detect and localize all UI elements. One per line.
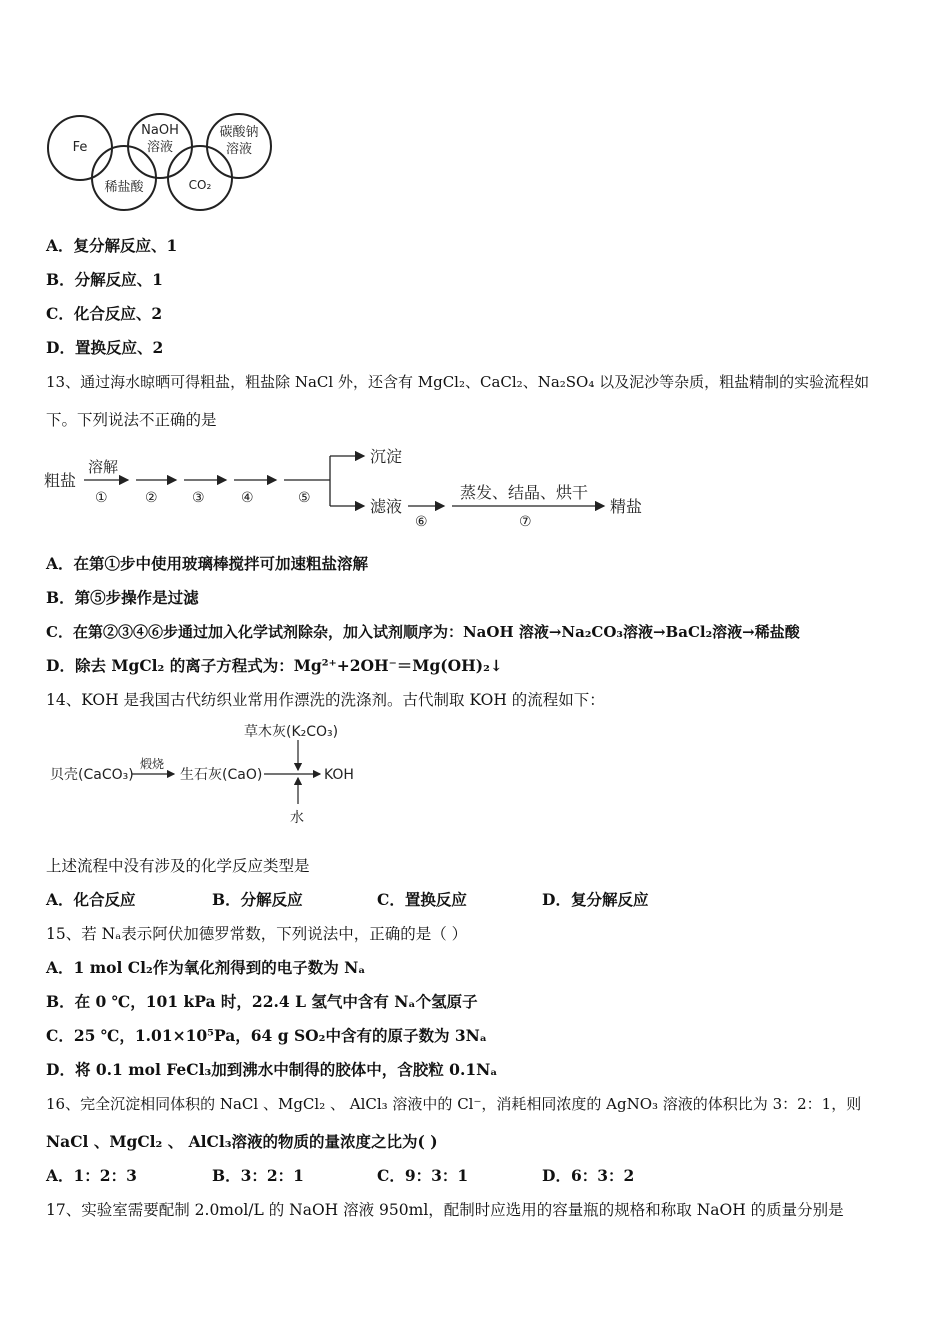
q16-option-c: C．9：3：1: [377, 1166, 469, 1185]
q12-option-b: B．分解反应、1: [46, 270, 163, 289]
q16-stem-line2: NaCl 、MgCl₂ 、 AlCl₃溶液的物质的量浓度之比为( ): [46, 1132, 438, 1151]
koh-flow-shell: 贝壳(CaCO₃): [50, 767, 134, 783]
q14-option-b: B．分解反应: [212, 890, 303, 909]
flow-step-1: ①: [95, 490, 108, 506]
q13-stem-line2: 下。下列说法不正确的是: [46, 411, 217, 429]
flow-step-3: ③: [192, 490, 205, 506]
salt-flow-diagram: [44, 440, 654, 536]
q12-option-a: A．复分解反应、1: [46, 236, 178, 255]
q14-option-a: A．化合反应: [46, 890, 136, 909]
flow-step-7: ⑦: [519, 514, 532, 530]
koh-flow-calcine: 煅烧: [140, 757, 165, 771]
flow-step-5: ⑤: [298, 490, 311, 506]
q14-question: 上述流程中没有涉及的化学反应类型是: [46, 857, 310, 875]
q15-option-c: C．25 ℃，1.01×10⁵Pa，64 g SO₂中含有的原子数为 3Nₐ: [46, 1026, 488, 1045]
koh-flow-plant-ash: 草木灰(K₂CO₃): [244, 724, 339, 740]
q16-stem-line1: 16、完全沉淀相同体积的 NaCl 、MgCl₂ 、 AlCl₃ 溶液中的 Cl⁻，消耗相同浓度的 AgNO₃ 溶液的体积比为 3：2：1，则: [46, 1095, 862, 1113]
q13-option-c: C．在第②③④⑥步通过加入化学试剂除杂，加入试剂顺序为：NaOH 溶液→Na₂CO₃溶液→BaCl₂溶液→稀盐酸: [46, 623, 800, 641]
circles-diagram: [44, 108, 280, 216]
q15-option-d: D．将 0.1 mol FeCl₃加到沸水中制得的胶体中，含胶粒 0.1Nₐ: [46, 1060, 498, 1079]
q13-option-d: D．除去 MgCl₂ 的离子方程式为：Mg²⁺+2OH⁻＝Mg(OH)₂↓: [46, 656, 503, 675]
q15-option-a: A．1 mol Cl₂作为氧化剂得到的电子数为 Nₐ: [46, 958, 366, 977]
q12-option-d: D．置换反应、2: [46, 338, 164, 357]
flow-precipitate: 沉淀: [370, 447, 403, 466]
q13-stem-line1: 13、通过海水晾晒可得粗盐，粗盐除 NaCl 外，还含有 MgCl₂、CaCl₂、Na₂SO₄ 以及泥沙等杂质，粗盐精制的实验流程如: [46, 373, 870, 391]
koh-flow-quicklime: 生石灰(CaO): [180, 767, 263, 783]
flow-step-4: ④: [241, 490, 254, 506]
circle-na2co3-label-1: 碳酸钠: [219, 125, 259, 140]
q16-option-d: D．6：3：2: [542, 1166, 635, 1185]
flow-refined-salt: 精盐: [610, 497, 643, 516]
circle-fe-label: Fe: [72, 140, 88, 155]
circle-co2-label: CO₂: [188, 178, 212, 192]
q14-option-d: D．复分解反应: [542, 890, 649, 909]
circle-naoh-label-1: NaOH: [141, 123, 179, 138]
flow-evaporate: 蒸发、结晶、烘干: [460, 483, 589, 502]
koh-flow-water: 水: [290, 810, 304, 826]
q12-option-c: C．化合反应、2: [46, 304, 163, 323]
circle-hcl-label: 稀盐酸: [104, 180, 144, 195]
q15-stem: 15、若 Nₐ表示阿伏加德罗常数，下列说法中，正确的是（ ）: [46, 925, 468, 943]
q13-option-a: A．在第①步中使用玻璃棒搅拌可加速粗盐溶解: [46, 554, 369, 573]
q14-option-c: C．置换反应: [377, 890, 467, 909]
flow-step-2: ②: [145, 490, 158, 506]
q13-option-b: B．第⑤步操作是过滤: [46, 588, 199, 607]
flow-step-6: ⑥: [415, 514, 428, 530]
circle-na2co3-label-2: 溶液: [225, 142, 253, 157]
q14-stem: 14、KOH 是我国古代纺织业常用作漂洗的洗涤剂。古代制取 KOH 的流程如下：: [46, 691, 605, 709]
q16-option-b: B．3：2：1: [212, 1166, 304, 1185]
flow-crude-salt: 粗盐: [44, 471, 77, 490]
koh-flow-diagram: [46, 718, 376, 834]
circle-hcl: [92, 146, 156, 210]
q16-option-a: A．1：2：3: [46, 1166, 137, 1185]
flow-dissolve: 溶解: [88, 458, 119, 476]
circle-naoh-label-2: 溶液: [146, 140, 174, 155]
flow-filtrate: 滤液: [370, 497, 403, 516]
q17-stem: 17、实验室需要配制 2.0mol/L 的 NaOH 溶液 950ml，配制时应选用的容量瓶的规格和称取 NaOH 的质量分别是: [46, 1201, 844, 1219]
koh-flow-koh: KOH: [324, 767, 354, 783]
q15-option-b: B．在 0 ℃，101 kPa 时，22.4 L 氢气中含有 Nₐ个氢原子: [46, 992, 478, 1011]
